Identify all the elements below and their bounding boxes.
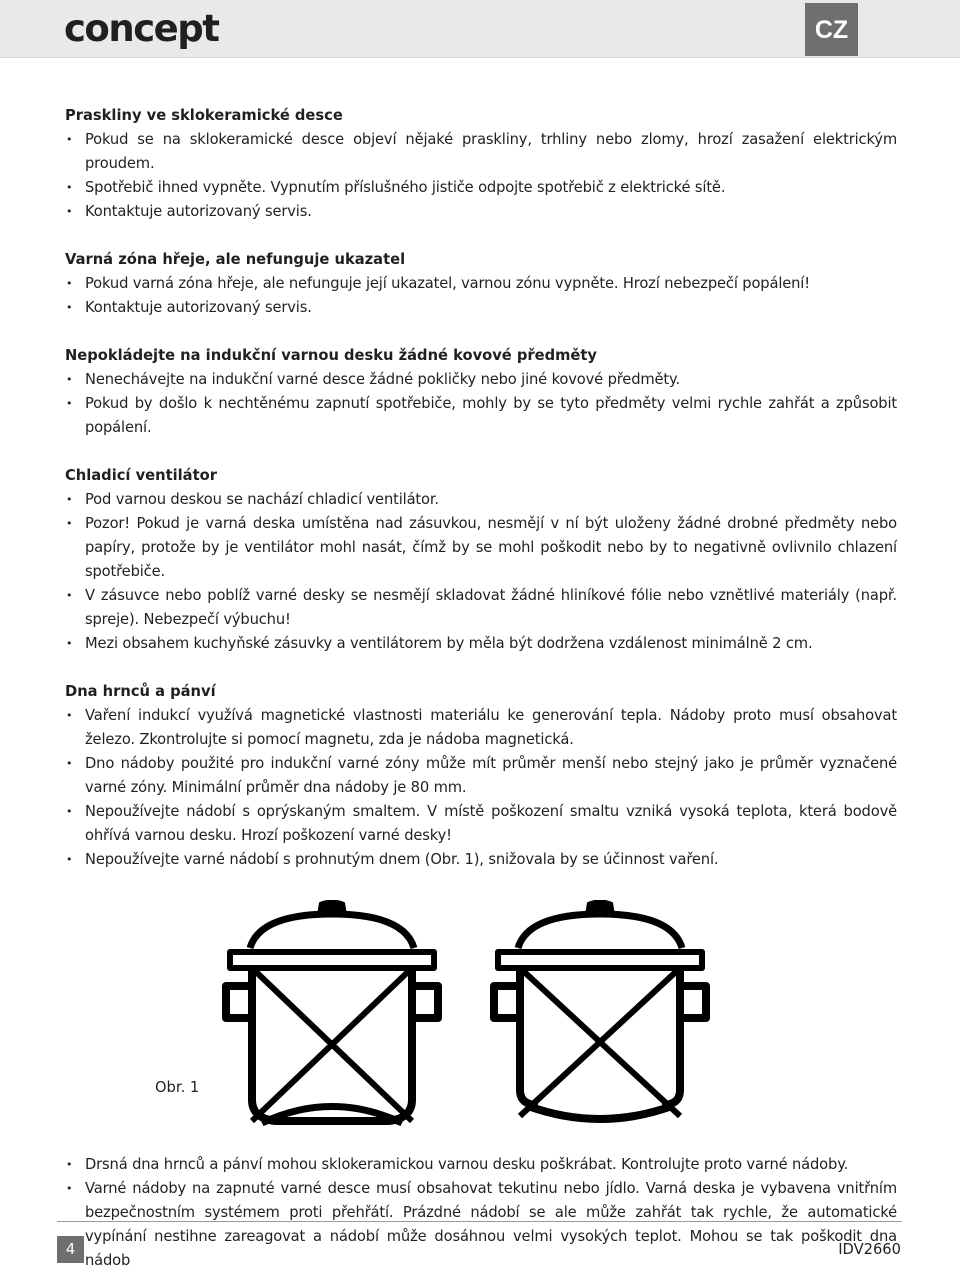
bullet-list-after-figure	[65, 1153, 897, 1273]
list-item: • Pokud se na sklokeramické desce objeví nějaké praskliny, trhliny nebo zlomy, hrozí zasažení elektrickým proudem.	[65, 128, 897, 176]
section-cooling-fan	[65, 464, 897, 656]
figure-1	[65, 888, 897, 1143]
section-indicator	[65, 248, 897, 320]
figure-caption: Obr. 1	[155, 1079, 200, 1096]
section-heading: Dna hrnců a pánví	[65, 683, 216, 700]
model-number: IDV2660	[838, 1241, 901, 1258]
list-item: • Mezi obsahem kuchyňské zásuvky a ventilátorem by měla být dodržena vzdálenost minimálně 2 cm.	[65, 632, 897, 656]
bullet-list	[65, 128, 897, 224]
crossed-pots-illustration	[220, 900, 730, 1132]
section-heading: Praskliny ve sklokeramické desce	[65, 107, 343, 124]
list-item: • Nenechávejte na indukční varné desce žádné pokličky nebo jiné kovové předměty.	[65, 368, 897, 392]
bullet-list	[65, 488, 897, 656]
brand-logo: concept	[64, 7, 219, 50]
list-item: • Drsná dna hrnců a pánví mohou sklokeramickou varnou desku poškrábat. Kontrolujte proto varné nádoby.	[65, 1153, 897, 1177]
bullet-list	[65, 368, 897, 440]
list-item: • Kontaktuje autorizovaný servis.	[65, 296, 897, 320]
list-item: • V zásuvce nebo poblíž varné desky se nesmějí skladovat žádné hliníkové fólie nebo vznětlivé materiály (např. spreje). Nebezpečí výbuchu!	[65, 584, 897, 632]
crossed-pot-convex-bottom-icon	[494, 901, 706, 1120]
manual-content	[65, 104, 897, 1273]
list-item: • Pokud by došlo k nechtěnému zapnutí spotřebiče, mohly by se tyto předměty velmi rychle zahřát a způsobit popálení.	[65, 392, 897, 440]
list-item: • Pozor! Pokud je varná deska umístěna nad zásuvkou, nesmějí v ní být uloženy žádné drobné předměty nebo papíry, protože by je ventilátor mohl nasát, čímž by se mohl poškodit nebo by to negativně ovlivnilo chlazení spotřebiče.	[65, 512, 897, 584]
list-item: • Nepoužívejte varné nádobí s prohnutým dnem (Obr. 1), snižovala by se účinnost vaření.	[65, 848, 897, 872]
section-heading: Varná zóna hřeje, ale nefunguje ukazatel	[65, 251, 406, 268]
list-item: • Spotřebič ihned vypněte. Vypnutím příslušného jističe odpojte spotřebič z elektrické sítě.	[65, 176, 897, 200]
footer-divider	[57, 1221, 902, 1222]
section-heading: Nepokládejte na indukční varnou desku žádné kovové předměty	[65, 347, 597, 364]
crossed-pot-concave-bottom-icon	[226, 901, 438, 1124]
list-item: • Dno nádoby použité pro indukční varné zóny může mít průměr menší nebo stejný jako je průměr vyznačené varné zóny. Minimální průměr dna nádoby je 80 mm.	[65, 752, 897, 800]
section-metal-objects	[65, 344, 897, 440]
list-item: • Vaření indukcí využívá magnetické vlastnosti materiálu ke generování tepla. Nádoby proto musí obsahovat železo. Zkontrolujte si pomocí magnetu, zda je nádoba magnetická.	[65, 704, 897, 752]
language-badge: CZ	[805, 3, 858, 56]
list-item: • Kontaktuje autorizovaný servis.	[65, 200, 897, 224]
list-item: • Nepoužívejte nádobí s oprýskaným smaltem. V místě poškození smaltu vzniká vysoká teplota, která bodově ohřívá varnou desku. Hrozí poškození varné desky!	[65, 800, 897, 848]
section-heading: Chladicí ventilátor	[65, 467, 217, 484]
section-pot-bottoms	[65, 680, 897, 872]
bullet-list	[65, 704, 897, 872]
page-number: 4	[57, 1236, 84, 1263]
list-item: • Varné nádoby na zapnuté varné desce musí obsahovat tekutinu nebo jídlo. Varná deska je vybavena vnitřním bezpečnostním systémem proti přehřátí. Prázdné nádobí se ale může zahřát tak rychle, že automatické vypínání nestihne zareagovat a nádobí může dosáhnou velmi vysokých teplot. Mohou se tak poškodit dna nádob	[65, 1177, 897, 1273]
list-item: • Pokud varná zóna hřeje, ale nefunguje její ukazatel, varnou zónu vypněte. Hrozí nebezpečí popálení!	[65, 272, 897, 296]
list-item: • Pod varnou deskou se nachází chladicí ventilátor.	[65, 488, 897, 512]
page-header	[0, 0, 960, 58]
bullet-list	[65, 272, 897, 320]
section-cracks	[65, 104, 897, 224]
